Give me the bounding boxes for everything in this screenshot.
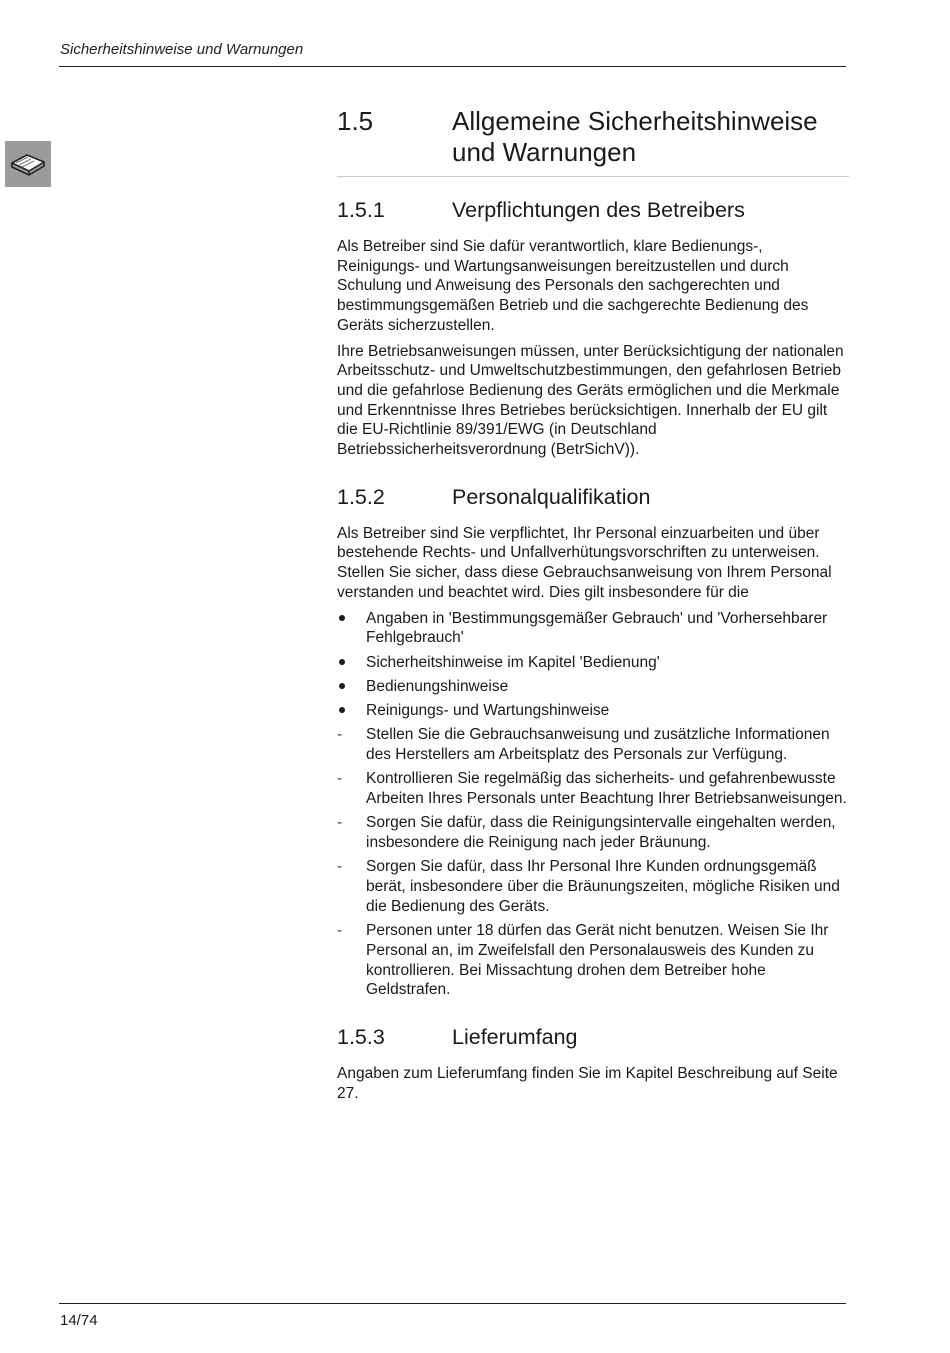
section-heading [337, 106, 849, 177]
bullet-dot-icon [339, 683, 345, 689]
section-number: 1.5 [337, 106, 374, 136]
subsection-heading-1 [337, 197, 849, 223]
bullet-list [337, 609, 849, 721]
running-header: Sicherheitshinweise und Warnungen [60, 41, 304, 58]
list-item: - Sorgen Sie dafür, dass Ihr Personal Ihre Kunden ordnungsgemäß berät, insbesondere über die Bräunungszeiten, mögliche Risiken und die Bedienung des Geräts. [337, 858, 840, 915]
dash-list [337, 725, 849, 1000]
dash-mark: - [337, 814, 343, 832]
dash-mark: - [337, 922, 343, 940]
subsection-number-1: 1.5.1 [337, 198, 385, 222]
list-item: - Kontrollieren Sie regelmäßig das sicherheits- und gefahrenbewusste Arbeiten Ihres Personals unter Beachtung Ihrer Betriebsanweisungen. [337, 770, 847, 808]
list-item: Sicherheitshinweise im Kapitel 'Bedienung' [337, 653, 849, 673]
dash-mark: - [337, 770, 343, 788]
section-title [452, 106, 818, 168]
subsection-title-1: Verpflichtungen des Betreibers [452, 198, 745, 222]
subsection-heading-2 [337, 484, 849, 510]
footer-rule [59, 1303, 846, 1304]
header-rule [59, 66, 846, 67]
section-title-line1: Allgemeine Sicherheitshinweise [452, 106, 818, 136]
bullet-dot-icon [339, 659, 345, 665]
bullet-dot-icon [339, 615, 345, 621]
list-item: - Personen unter 18 dürfen das Gerät nicht benutzen. Weisen Sie Ihr Personal an, im Zweifelsfall den Personalausweis des Kunden zu kontrollieren. Bei Missachtung drohen dem Betreiber hohe Geldstrafen. [337, 922, 829, 999]
book-icon [5, 141, 51, 187]
page-number: 14/74 [60, 1312, 98, 1329]
subsection-number-2: 1.5.2 [337, 484, 385, 509]
list-item: - Sorgen Sie dafür, dass die Reinigungsintervalle eingehalten werden, insbesondere die Reinigung nach jeder Bräunung. [337, 814, 836, 852]
dash-mark: - [337, 858, 343, 876]
subsection-title-3: Lieferumfang [452, 1024, 578, 1049]
list-item: Reinigungs- und Wartungshinweise [337, 701, 849, 721]
list-item: - Stellen Sie die Gebrauchsanweisung und zusätzliche Informationen des Herstellers am Arbeitsplatz des Personals zur Verfügung. [337, 726, 830, 764]
paragraph-operating-instructions: Ihre Betriebsanweisungen müssen, unter Berücksichtigung der nationalen Arbeitsschutz- und Umweltschutzbestimmungen, den gefahrlosen Betrieb und die gefahrlose Bedienung des Geräts ermöglichen und die Merkmale und Erkenntnisse Ihres Betriebes berücksichtigen. Innerhalb der EU gilt die EU-Richtlinie 89/391/EWG (in Deutschland Betriebssicherheitsverordnung (BetrSichV)). [337, 342, 844, 459]
paragraph-staff-qualification: Als Betreiber sind Sie verpflichtet, Ihr Personal einzuarbeiten und über bestehende Rechts- und Unfallverhütungsvorschriften zu unterweisen. Stellen Sie sicher, dass diese Gebrauchsanweisung von Ihrem Personal verstanden und beachtet wird. Dies gilt insbesondere für die [337, 524, 832, 601]
dash-mark: - [337, 726, 343, 744]
subsection-number-3: 1.5.3 [337, 1024, 385, 1049]
paragraph-scope-of-delivery: Angaben zum Lieferumfang finden Sie im Kapitel Beschreibung auf Seite 27. [337, 1064, 838, 1102]
section-title-line2: und Warnungen [452, 137, 637, 167]
list-item: Bedienungshinweise [337, 677, 849, 697]
book-icon-graphic [10, 149, 46, 179]
bullet-dot-icon [339, 707, 345, 713]
subsection-title-2: Personalqualifikation [452, 484, 651, 509]
main-content [337, 106, 849, 1109]
subsection-heading-3 [337, 1024, 849, 1050]
list-item: Angaben in 'Bestimmungsgemäßer Gebrauch' und 'Vorhersehbarer Fehlgebrauch' [337, 609, 849, 648]
paragraph-operator-duties: Als Betreiber sind Sie dafür verantwortlich, klare Bedienungs-, Reinigungs- und Wartungsanweisungen bereitzustellen und durch Schulung und Anweisung des Personals den sachgerechten und bestimmungsgemäßen Betrieb und die sachgerechte Bedienung des Geräts sicherzustellen. [337, 238, 809, 334]
